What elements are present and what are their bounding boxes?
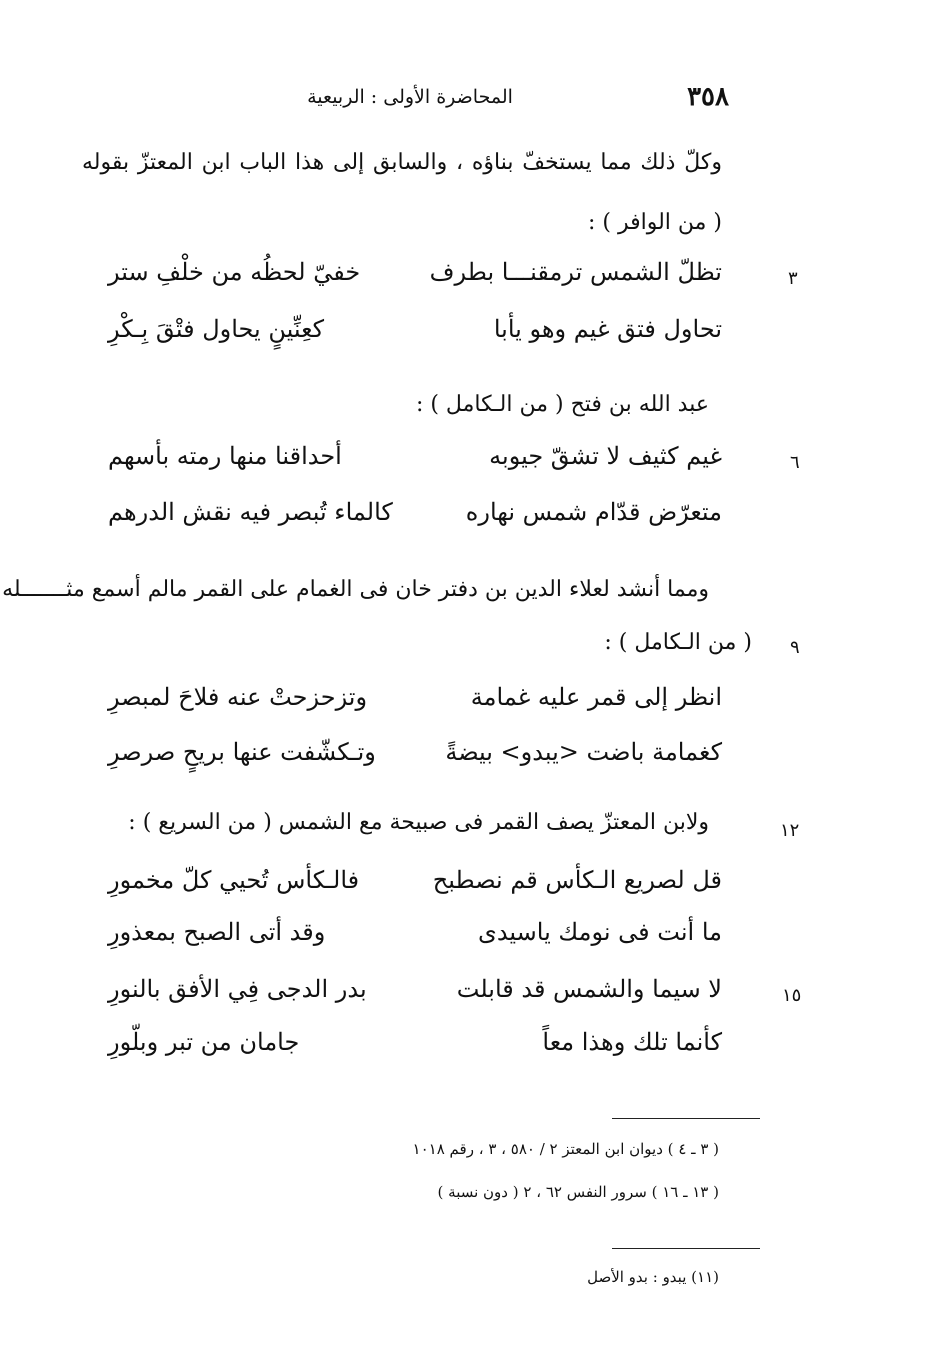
intro-4: ولابن المعتزّ يصف القمر فى صبيحة مع الشمس ( من السريع ) :	[128, 810, 709, 835]
verse-hemistich: لا سيما والشمس قد قابلت	[456, 975, 722, 1003]
running-title: المحاضرة الأولى : الربيعية	[307, 86, 513, 108]
apparatus-rule	[612, 1248, 760, 1249]
verse-hemistich: كأنما تلك وهذا معاً	[542, 1028, 722, 1056]
line-number: ٦	[790, 452, 800, 473]
verse-hemistich: وتـكشّفت عنها بريحٍ صرصرِ	[108, 738, 376, 766]
intro-3-line-1: ومما أنشد لعلاء الدين بن دفتر خان فى الغمام على القمر مالم أسمع مثـــــــله	[2, 577, 709, 602]
intro-3-line-2: ( من الـكامل ) :	[604, 630, 752, 655]
intro-2: عبد الله بن فتح ( من الـكامل ) :	[415, 392, 709, 417]
line-number: ٣	[788, 268, 798, 289]
verse-hemistich: وقد أتى الصبح بمعذورِ	[108, 918, 326, 946]
intro-line-2: ( من الوافر ) :	[587, 210, 722, 235]
footnote: ( ١٣ ـ ١٦ ) سرور النفس ٦٢ ، ٢ ( دون نسبة )	[437, 1183, 719, 1201]
intro-line-1: وكلّ ذلك مما يستخفّ بناؤه ، والسابق إلى هذا الباب ابن المعتزّ بقوله	[82, 150, 722, 175]
verse-hemistich: كعِنِّينٍ يحاول فتْقَ بِـكْرِ	[108, 315, 325, 343]
verse-hemistich: خفيّ لحظُه من خلْفِ ستر	[108, 258, 361, 286]
apparatus-note: (١١) يبدو : بدو الأصل	[587, 1268, 719, 1286]
verse-hemistich: فالـكأس تُحيي كلّ مخمورِ	[108, 866, 360, 894]
verse-hemistich: ما أنت فى نومك ياسيدى	[478, 918, 722, 946]
footnote: ( ٣ ـ ٤ ) ديوان ابن المعتز ٢ / ٥٨٠ ، ٣ ، رقم ١٠١٨	[412, 1140, 719, 1158]
verse-hemistich: تحاول فتق غيم وهو يأبا	[493, 315, 722, 343]
verse-hemistich: غيم كثيف لا تشقّ جيوبه	[489, 442, 722, 470]
verse-hemistich: متعرّض قدّام شمس نهاره	[465, 498, 722, 526]
verse-hemistich: وتزحزحتْ عنه فلاحَ لمبصرِ	[108, 683, 368, 711]
line-number: ١٥	[782, 985, 802, 1006]
verse-hemistich: انظر إلى قمر عليه غمامة	[470, 683, 722, 711]
verse-hemistich: تظلّ الشمس ترمقنـــا بطرف	[429, 258, 722, 286]
page-number: ٣٥٨	[687, 82, 729, 112]
verse-hemistich: أحداقنا منها رمته بأسهم	[108, 442, 342, 470]
line-number: ١٢	[780, 820, 800, 841]
verse-hemistich: بدر الدجى فِي الأفق بالنورِ	[108, 975, 367, 1003]
verse-hemistich: كالماء تُبصر فيه نقش الدرهم	[108, 498, 393, 526]
verse-hemistich: قل لصريع الـكأس قم نصطبح	[432, 866, 722, 894]
line-number: ٩	[790, 637, 800, 658]
verse-hemistich: جامان من تبر وبلّورِ	[108, 1028, 300, 1056]
footnote-rule	[612, 1118, 760, 1119]
verse-hemistich: كغمامة باضت <يبدو> بيضةً	[445, 738, 722, 766]
